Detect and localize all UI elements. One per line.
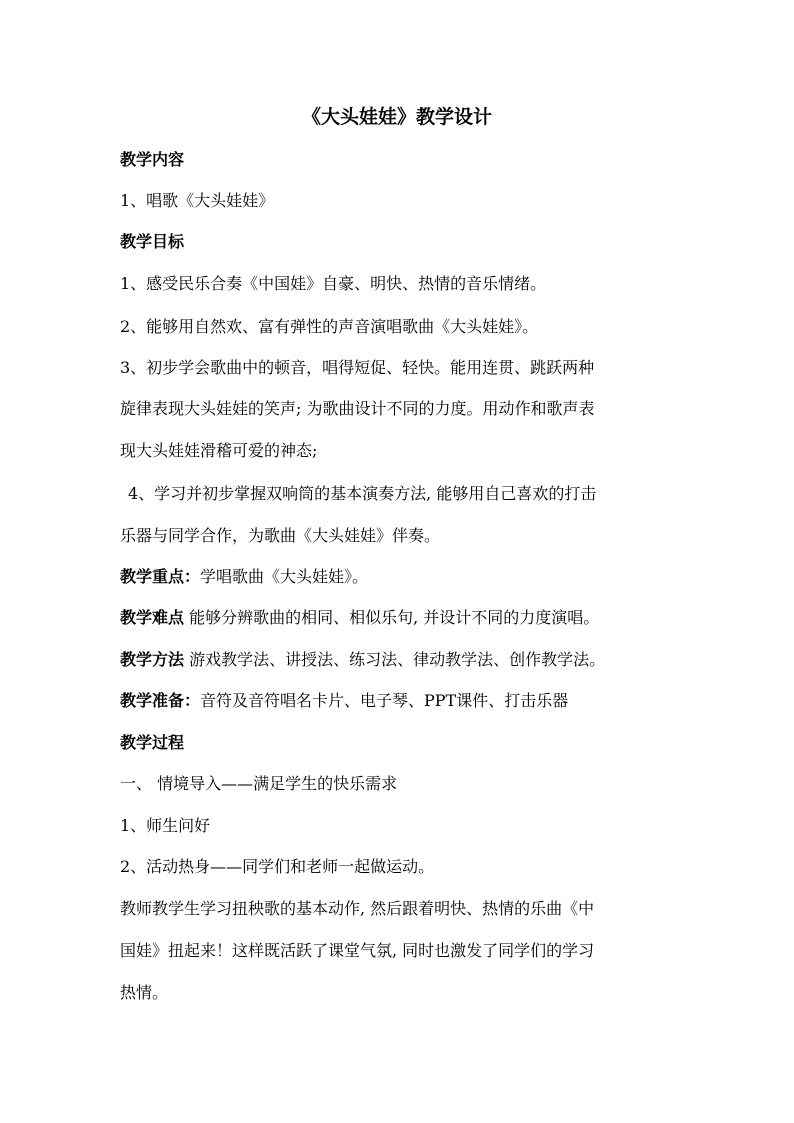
paragraph-line-1: 教师教学生学习扭秧歌的基本动作, 然后跟着明快、热情的乐曲《中 [120, 899, 595, 918]
prep-label: 教学准备： [120, 691, 201, 710]
goal-4-line-1: 4、学习并初步掌握双响筒的基本演奏方法, 能够用自己喜欢的打击 [128, 484, 597, 503]
step-1-2: 2、活动热身——同学们和老师一起做运动。 [120, 857, 435, 876]
goals-heading: 教学目标 [120, 232, 185, 251]
paragraph-line-3: 热情。 [120, 983, 169, 1002]
method-text: 游戏教学法、讲授法、练习法、律动教学法、创作教学法。 [184, 650, 606, 669]
goal-4-line-2: 乐器与同学合作，为歌曲《大头娃娃》伴奏。 [120, 526, 441, 545]
goal-3-line-1: 3、初步学会歌曲中的顿音，唱得短促、轻快。能用连贯、跳跃两种 [120, 358, 595, 377]
goal-3-line-2: 旋律表现大头娃娃的笑声; 为歌曲设计不同的力度。用动作和歌声表 [120, 399, 595, 418]
difficulty-row [120, 607, 599, 629]
key-point-text: 学唱歌曲《大头娃娃》。 [200, 567, 369, 586]
content-item: 1、唱歌《大头娃娃》 [120, 191, 275, 210]
difficulty-text: 能够分辨歌曲的相同、相似乐句, 并设计不同的力度演唱。 [184, 608, 600, 627]
goal-3-line-3: 现大头娃娃滑稽可爱的神态; [120, 441, 318, 460]
method-label: 教学方法 [120, 650, 185, 669]
difficulty-label: 教学难点 [120, 608, 185, 627]
step-1: 一、 情境导入——满足学生的快乐需求 [120, 774, 398, 793]
document-title: 《大头娃娃》教学设计 [301, 106, 492, 128]
method-row [120, 649, 605, 671]
key-point-row [120, 566, 368, 588]
goal-2: 2、能够用自然欢、富有弹性的声音演唱歌曲《大头娃娃》。 [120, 317, 539, 336]
process-heading: 教学过程 [120, 733, 185, 752]
prep-text: 音符及音符唱名卡片、电子琴、PPT课件、打击乐器 [200, 691, 569, 710]
paragraph-line-2: 国娃》扭起来！这样既活跃了课堂气氛, 同时也激发了同学们的学习 [120, 941, 595, 960]
content-heading: 教学内容 [120, 150, 185, 169]
key-point-label: 教学重点： [120, 567, 201, 586]
prep-row [120, 690, 568, 712]
goal-1: 1、感受民乐合奏《中国娃》自豪、明快、热情的音乐情绪。 [120, 274, 547, 293]
step-1-1: 1、师生问好 [120, 816, 211, 835]
